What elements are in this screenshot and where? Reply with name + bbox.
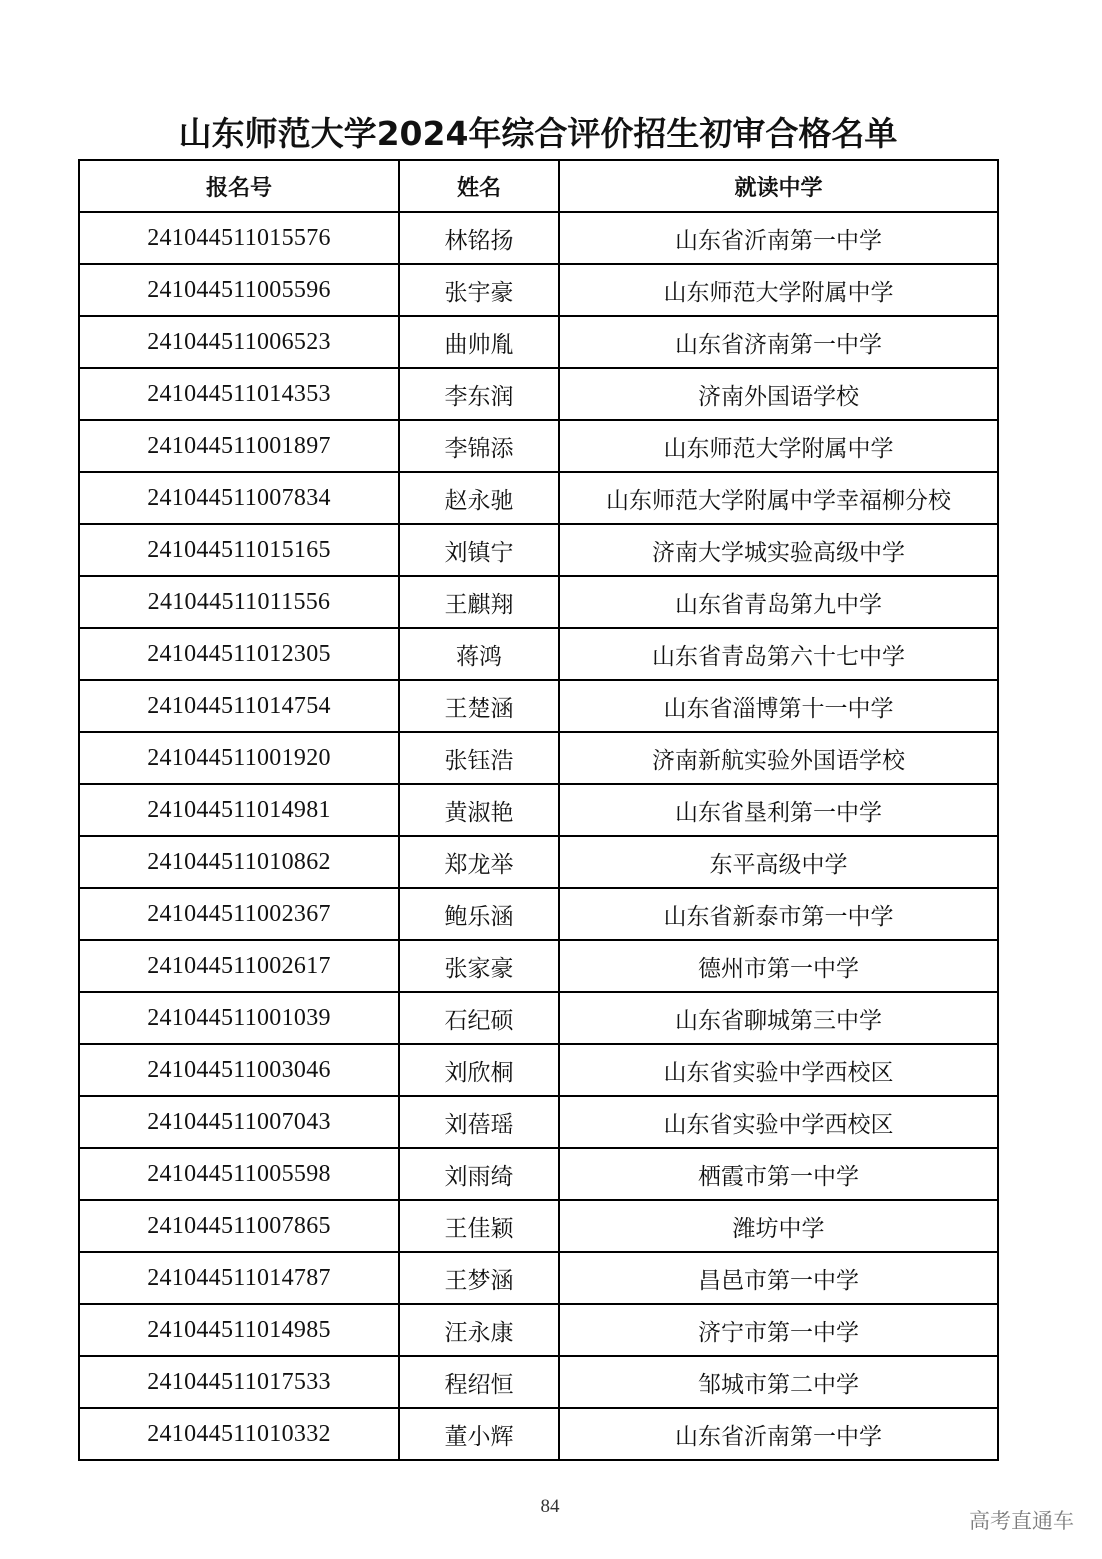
table-row [79,420,998,472]
registration-number-cell: 241044511005598 [79,1148,399,1200]
student-name-cell: 曲帅胤 [399,316,559,368]
registration-number-cell: 241044511017533 [79,1356,399,1408]
student-name-cell: 程绍恒 [399,1356,559,1408]
table-row [79,680,998,732]
school-name-cell: 山东省淄博第十一中学 [559,680,998,732]
school-name-cell: 栖霞市第一中学 [559,1148,998,1200]
school-name-cell: 山东省青岛第六十七中学 [559,628,998,680]
student-name-cell: 赵永驰 [399,472,559,524]
school-name-cell: 山东省沂南第一中学 [559,1408,998,1460]
school-name-cell: 山东省济南第一中学 [559,316,998,368]
school-name-cell: 山东省垦利第一中学 [559,784,998,836]
registration-number-cell: 241044511002617 [79,940,399,992]
registration-number-cell: 241044511011556 [79,576,399,628]
table-row [79,1200,998,1252]
student-name-cell: 刘欣桐 [399,1044,559,1096]
table-row [79,992,998,1044]
registration-number-cell: 241044511001039 [79,992,399,1044]
school-name-cell: 山东省青岛第九中学 [559,576,998,628]
registration-number-cell: 241044511014353 [79,368,399,420]
student-name-cell: 鲍乐涵 [399,888,559,940]
registration-number-cell: 241044511003046 [79,1044,399,1096]
student-name-cell: 蒋鸿 [399,628,559,680]
student-name-cell: 李东润 [399,368,559,420]
header-row [79,160,998,212]
student-name-cell: 林铭扬 [399,212,559,264]
school-name-cell: 山东师范大学附属中学幸福柳分校 [559,472,998,524]
school-name-cell: 济宁市第一中学 [559,1304,998,1356]
registration-number-cell: 241044511007043 [79,1096,399,1148]
table-row [79,368,998,420]
table-row [79,524,998,576]
table-row [79,264,998,316]
school-name-cell: 昌邑市第一中学 [559,1252,998,1304]
student-name-cell: 王梦涵 [399,1252,559,1304]
table-header [79,160,998,212]
student-name-cell: 张宇豪 [399,264,559,316]
student-name-cell: 刘雨绮 [399,1148,559,1200]
student-name-cell: 李锦添 [399,420,559,472]
registration-number-cell: 241044511010332 [79,1408,399,1460]
registration-number-cell: 241044511006523 [79,316,399,368]
registration-number-cell: 241044511015165 [79,524,399,576]
table-row [79,836,998,888]
registration-number-cell: 241044511002367 [79,888,399,940]
registration-number-cell: 241044511010862 [79,836,399,888]
school-name-cell: 潍坊中学 [559,1200,998,1252]
registration-number-cell: 241044511001897 [79,420,399,472]
student-name-cell: 王佳颖 [399,1200,559,1252]
registration-number-cell: 241044511014754 [79,680,399,732]
header-name: 姓名 [399,160,559,212]
student-name-cell: 王楚涵 [399,680,559,732]
school-name-cell: 济南大学城实验高级中学 [559,524,998,576]
student-name-cell: 刘镇宁 [399,524,559,576]
student-name-cell: 黄淑艳 [399,784,559,836]
school-name-cell: 山东省沂南第一中学 [559,212,998,264]
registration-number-cell: 241044511012305 [79,628,399,680]
student-name-cell: 刘蓓瑶 [399,1096,559,1148]
registration-number-cell: 241044511014985 [79,1304,399,1356]
school-name-cell: 山东省实验中学西校区 [559,1044,998,1096]
table-row [79,1408,998,1460]
student-name-cell: 汪永康 [399,1304,559,1356]
registration-number-cell: 241044511014981 [79,784,399,836]
table-row [79,212,998,264]
table-row [79,628,998,680]
school-name-cell: 德州市第一中学 [559,940,998,992]
student-name-cell: 郑龙举 [399,836,559,888]
student-name-cell: 石纪硕 [399,992,559,1044]
table-row [79,1148,998,1200]
student-name-cell: 张钰浩 [399,732,559,784]
table-row [79,784,998,836]
page-title: 山东师范大学2024年综合评价招生初审合格名单 [178,114,898,153]
table-row [79,316,998,368]
header-registration-number: 报名号 [79,160,399,212]
registration-number-cell: 241044511001920 [79,732,399,784]
header-school: 就读中学 [559,160,998,212]
registration-number-cell: 241044511014787 [79,1252,399,1304]
student-name-cell: 张家豪 [399,940,559,992]
school-name-cell: 山东省新泰市第一中学 [559,888,998,940]
school-name-cell: 济南新航实验外国语学校 [559,732,998,784]
table-row [79,1096,998,1148]
registration-number-cell: 241044511007834 [79,472,399,524]
table-row [79,888,998,940]
school-name-cell: 山东省聊城第三中学 [559,992,998,1044]
registration-number-cell: 241044511007865 [79,1200,399,1252]
school-name-cell: 山东师范大学附属中学 [559,264,998,316]
school-name-cell: 东平高级中学 [559,836,998,888]
registration-number-cell: 241044511005596 [79,264,399,316]
student-name-cell: 王麒翔 [399,576,559,628]
table-row [79,576,998,628]
table-row [79,1044,998,1096]
student-name-cell: 董小辉 [399,1408,559,1460]
school-name-cell: 济南外国语学校 [559,368,998,420]
school-name-cell: 邹城市第二中学 [559,1356,998,1408]
watermark: 高考直通车 [969,1509,1074,1533]
table-row [79,1304,998,1356]
table-row [79,732,998,784]
page-number: 84 [540,1496,560,1517]
table-row [79,1356,998,1408]
table-row [79,940,998,992]
school-name-cell: 山东师范大学附属中学 [559,420,998,472]
registration-number-cell: 241044511015576 [79,212,399,264]
school-name-cell: 山东省实验中学西校区 [559,1096,998,1148]
roster-table [78,159,999,1461]
table-row [79,472,998,524]
table-row [79,1252,998,1304]
table-body [79,212,998,1460]
